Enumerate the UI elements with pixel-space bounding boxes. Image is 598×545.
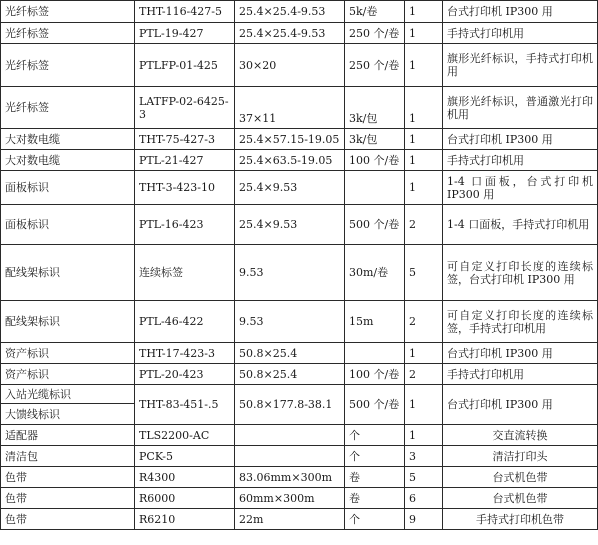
part-number-cell: 连续标签 — [135, 245, 235, 301]
count-cell: 1 — [405, 44, 443, 87]
count-cell: 9 — [405, 509, 443, 530]
table-row — [1, 467, 598, 488]
item-name-cell: 入站光缆标识 — [1, 385, 135, 404]
item-name-cell: 面板标识 — [1, 205, 135, 245]
size-cell: 30×20 — [235, 44, 345, 87]
packaging-cell: 5k/卷 — [345, 1, 405, 23]
table-row — [1, 129, 598, 150]
size-cell: 50.8×25.4 — [235, 343, 345, 364]
size-cell: 25.4×25.4-9.53 — [235, 23, 345, 44]
packaging-cell: 15m — [345, 301, 405, 343]
size-cell: 25.4×25.4-9.53 — [235, 1, 345, 23]
part-number-cell: THT-116-427-5 — [135, 1, 235, 23]
packaging-cell: 500 个/卷 — [345, 385, 405, 425]
note-cell: 台式打印机 IP300 用 — [443, 1, 598, 23]
table-row — [1, 301, 598, 343]
table-row — [1, 1, 598, 23]
part-number-cell: PCK-5 — [135, 446, 235, 467]
count-cell: 5 — [405, 467, 443, 488]
count-cell: 1 — [405, 171, 443, 205]
item-name-cell: 资产标识 — [1, 343, 135, 364]
table-row — [1, 343, 598, 364]
table-row — [1, 364, 598, 385]
part-number-cell: R6000 — [135, 488, 235, 509]
size-cell: 50.8×177.8-38.1 — [235, 385, 345, 425]
part-number-cell: PTL-16-423 — [135, 205, 235, 245]
size-cell: 22m — [235, 509, 345, 530]
part-number-cell: THT-83-451-.5 — [135, 385, 235, 425]
note-cell: 手持式打印机色带 — [443, 509, 598, 530]
table-row — [1, 425, 598, 446]
table-row — [1, 446, 598, 467]
note-cell: 清洁打印头 — [443, 446, 598, 467]
part-number-cell: PTL-21-427 — [135, 150, 235, 171]
count-cell: 2 — [405, 364, 443, 385]
note-cell: 台式机色带 — [443, 488, 598, 509]
note-cell: 可自定义打印长度的连续标签，手持式打印机用 — [443, 301, 598, 343]
size-cell: 25.4×9.53 — [235, 171, 345, 205]
table-row — [1, 171, 598, 205]
packaging-cell: 100 个/卷 — [345, 150, 405, 171]
note-cell: 交直流转换 — [443, 425, 598, 446]
size-cell: 60mm×300m — [235, 488, 345, 509]
count-cell: 1 — [405, 1, 443, 23]
packaging-cell: 100 个/卷 — [345, 364, 405, 385]
note-cell: 1-4 口面板，台式打印机 IP300 用 — [443, 171, 598, 205]
item-name-cell: 资产标识 — [1, 364, 135, 385]
part-number-cell: PTL-20-423 — [135, 364, 235, 385]
table-row — [1, 509, 598, 530]
table-row — [1, 488, 598, 509]
count-cell: 1 — [405, 425, 443, 446]
item-name-cell: 光纤标签 — [1, 23, 135, 44]
packaging-cell: 卷 — [345, 488, 405, 509]
packaging-cell: 个 — [345, 446, 405, 467]
note-cell: 台式打印机 IP300 用 — [443, 129, 598, 150]
packaging-cell: 3k/包 — [345, 129, 405, 150]
packaging-cell: 3k/包 — [345, 87, 405, 129]
part-number-cell: THT-17-423-3 — [135, 343, 235, 364]
size-cell: 25.4×9.53 — [235, 205, 345, 245]
count-cell: 1 — [405, 385, 443, 425]
count-cell: 1 — [405, 87, 443, 129]
count-cell: 1 — [405, 150, 443, 171]
note-cell: 可自定义打印长度的连续标签，台式打印机 IP300 用 — [443, 245, 598, 301]
packaging-cell: 500 个/卷 — [345, 205, 405, 245]
item-name-cell: 适配器 — [1, 425, 135, 446]
size-cell: 9.53 — [235, 301, 345, 343]
count-cell: 5 — [405, 245, 443, 301]
table-row — [1, 205, 598, 245]
item-name-cell: 清洁包 — [1, 446, 135, 467]
size-cell: 37×11 — [235, 87, 345, 129]
table-row — [1, 245, 598, 301]
part-number-cell: THT-3-423-10 — [135, 171, 235, 205]
note-cell: 手持式打印机用 — [443, 150, 598, 171]
note-cell: 台式机色带 — [443, 467, 598, 488]
size-cell: 83.06mm×300m — [235, 467, 345, 488]
table-row — [1, 44, 598, 87]
packaging-cell: 250 个/卷 — [345, 23, 405, 44]
count-cell: 2 — [405, 301, 443, 343]
size-cell: 9.53 — [235, 245, 345, 301]
count-cell: 2 — [405, 205, 443, 245]
note-cell: 台式打印机 IP300 用 — [443, 385, 598, 425]
part-number-cell: PTLFP-01-425 — [135, 44, 235, 87]
item-name-cell: 大对数电缆 — [1, 150, 135, 171]
table-row — [1, 150, 598, 171]
part-number-cell: PTL-46-422 — [135, 301, 235, 343]
part-number-cell: R4300 — [135, 467, 235, 488]
count-cell: 1 — [405, 129, 443, 150]
packaging-cell — [345, 343, 405, 364]
count-cell: 1 — [405, 23, 443, 44]
table-row — [1, 385, 598, 404]
size-cell: 50.8×25.4 — [235, 364, 345, 385]
part-number-cell: THT-75-427-3 — [135, 129, 235, 150]
size-cell: 25.4×63.5-19.05 — [235, 150, 345, 171]
packaging-cell — [345, 171, 405, 205]
part-number-cell: LATFP-02-6425-3 — [135, 87, 235, 129]
packaging-cell: 250 个/卷 — [345, 44, 405, 87]
size-cell: 25.4×57.15-19.05 — [235, 129, 345, 150]
part-number-cell: PTL-19-427 — [135, 23, 235, 44]
item-name-cell: 大对数电缆 — [1, 129, 135, 150]
count-cell: 1 — [405, 343, 443, 364]
item-name-cell: 配线架标识 — [1, 245, 135, 301]
item-name-cell: 光纤标签 — [1, 1, 135, 23]
part-number-cell: TLS2200-AC — [135, 425, 235, 446]
item-name-cell: 色带 — [1, 509, 135, 530]
part-number-cell: R6210 — [135, 509, 235, 530]
table-row — [1, 87, 598, 129]
item-name-cell: 配线架标识 — [1, 301, 135, 343]
note-cell: 1-4 口面板，手持式打印机用 — [443, 205, 598, 245]
table-row — [1, 23, 598, 44]
note-cell: 台式打印机 IP300 用 — [443, 343, 598, 364]
count-cell: 6 — [405, 488, 443, 509]
item-name-cell: 光纤标签 — [1, 44, 135, 87]
item-name-cell: 面板标识 — [1, 171, 135, 205]
item-name-cell: 大馈线标识 — [1, 404, 135, 425]
item-name-cell: 光纤标签 — [1, 87, 135, 129]
size-cell — [235, 425, 345, 446]
packaging-cell: 30m/卷 — [345, 245, 405, 301]
count-cell: 3 — [405, 446, 443, 467]
item-name-cell: 色带 — [1, 467, 135, 488]
packaging-cell: 个 — [345, 425, 405, 446]
note-cell: 手持式打印机用 — [443, 23, 598, 44]
item-name-cell: 色带 — [1, 488, 135, 509]
size-cell — [235, 446, 345, 467]
note-cell: 旗形光纤标识，普通激光打印机用 — [443, 87, 598, 129]
packaging-cell: 个 — [345, 509, 405, 530]
note-cell: 手持式打印机用 — [443, 364, 598, 385]
note-cell: 旗形光纤标识，手持式打印机用 — [443, 44, 598, 87]
packaging-cell: 卷 — [345, 467, 405, 488]
